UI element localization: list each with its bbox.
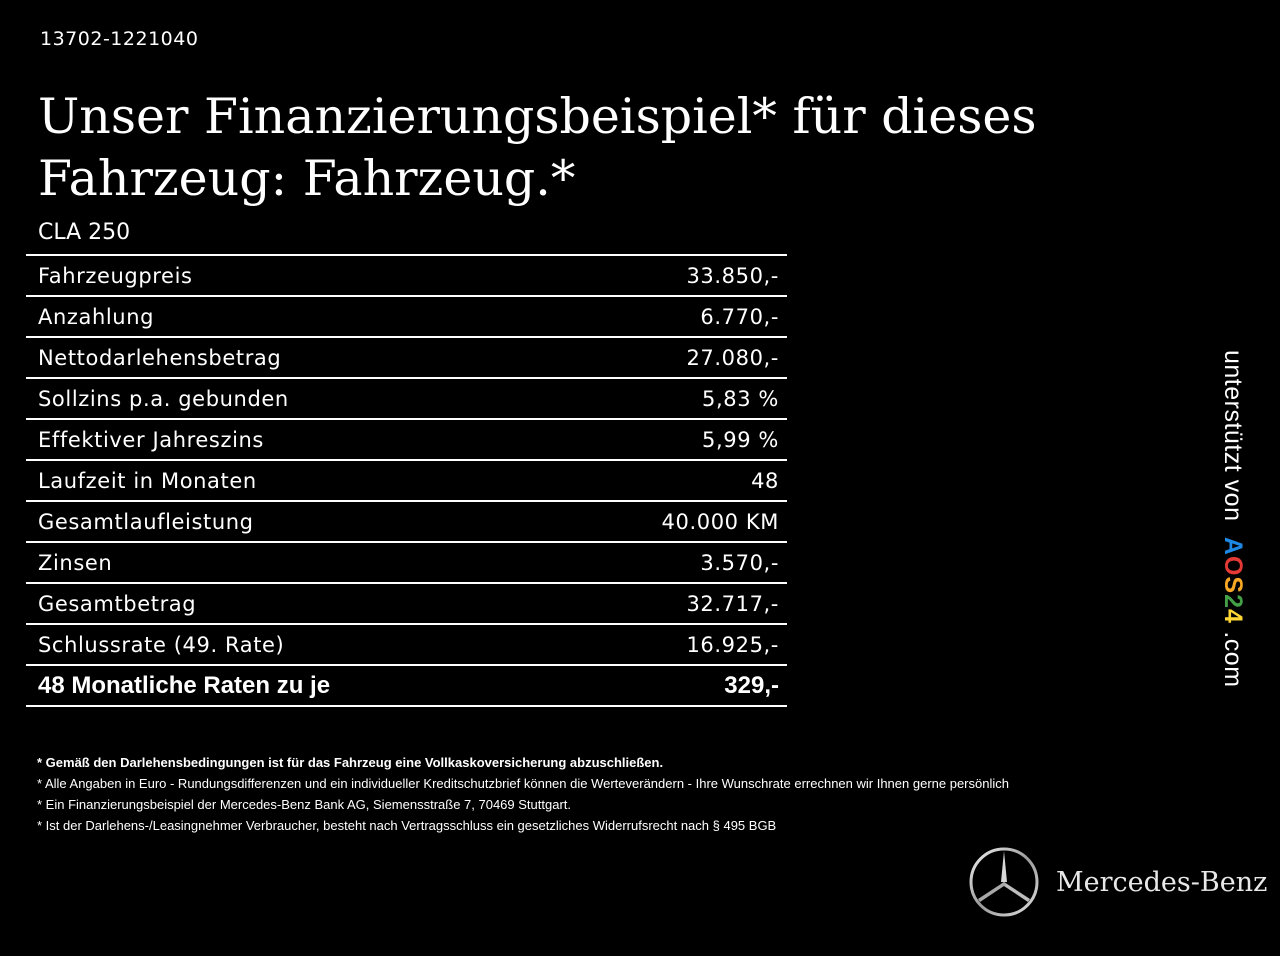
sponsor-prefix: unterstützt von [1219,350,1247,522]
brand-logo [968,846,1267,918]
table-row [26,379,787,420]
row-label: Gesamtlaufleistung [38,509,254,534]
row-value: 33.850,- [686,263,779,288]
table-row [26,297,787,338]
footnote: * Alle Angaben in Euro - Rundungsdifferenzen und ein individueller Kreditschutzbrief können die Werteverändern - Ihre Wunschrate errechnen wir Ihnen gerne persönlich [37,776,1009,791]
aos24-logo: AOS24 [1219,536,1247,624]
sponsor-suffix: .com [1219,631,1247,688]
total-row [26,666,787,707]
total-value: 329,- [724,671,779,699]
table-row [26,584,787,625]
footnote: * Ist der Darlehens-/Leasingnehmer Verbraucher, besteht nach Vertragsschluss ein gesetzliches Widerrufsrecht nach § 495 BGB [37,818,777,833]
footnotes [37,752,1137,836]
row-label: Fahrzeugpreis [38,263,193,288]
mercedes-star-icon [968,846,1040,918]
row-label: Gesamtbetrag [38,591,197,616]
row-value: 6.770,- [700,304,779,329]
table-row [26,338,787,379]
row-value: 5,83 % [702,386,779,411]
row-value: 27.080,- [686,345,779,370]
sponsor-credit [1218,350,1247,688]
row-label: Laufzeit in Monaten [38,468,257,493]
total-label: 48 Monatliche Raten zu je [38,671,331,699]
table-row [26,543,787,584]
brand-name: Mercedes-Benz [1056,866,1268,898]
page-title: Unser Finanzierungsbeispiel* für dieses Fahrzeug: Fahrzeug.* [38,88,1037,207]
footnote: * Gemäß den Darlehensbedingungen ist für das Fahrzeug eine Vollkaskoversicherung abzuschließen. [37,755,664,770]
row-value: 3.570,- [700,550,779,575]
row-value: 5,99 % [702,427,779,452]
model-name: CLA 250 [38,220,131,245]
reference-number: 13702-1221040 [40,28,199,50]
row-label: Effektiver Jahreszins [38,427,264,452]
footnote: * Ein Finanzierungsbeispiel der Mercedes-Benz Bank AG, Siemensstraße 7, 70469 Stuttgart. [37,797,572,812]
row-label: Anzahlung [38,304,155,329]
row-label: Nettodarlehensbetrag [38,345,282,370]
row-value: 40.000 KM [661,509,779,534]
financing-table [26,254,787,707]
row-value: 32.717,- [686,591,779,616]
table-row [26,420,787,461]
row-value: 48 [751,468,779,493]
table-row [26,256,787,297]
row-value: 16.925,- [686,632,779,657]
row-label: Schlussrate (49. Rate) [38,632,285,657]
table-row [26,625,787,666]
table-row [26,461,787,502]
row-label: Zinsen [38,550,113,575]
table-row [26,502,787,543]
row-label: Sollzins p.a. gebunden [38,386,289,411]
